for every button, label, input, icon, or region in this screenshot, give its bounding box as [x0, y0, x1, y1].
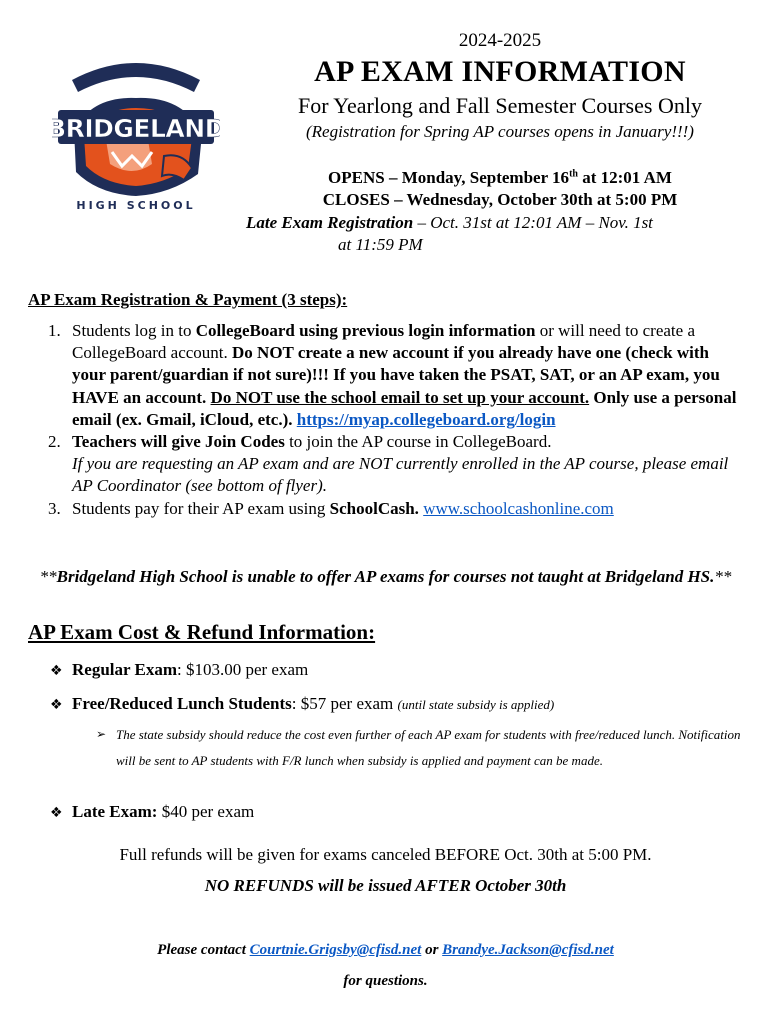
contact-prefix: Please contact [157, 942, 250, 958]
step-number: 1. [48, 321, 61, 340]
contact-suffix: for questions. [343, 973, 428, 989]
step2-join-codes: Teachers will give Join Codes [72, 432, 285, 452]
email-link-grigsby[interactable]: Courtnie.Grigsby@cfisd.net [249, 942, 422, 958]
subsidy-note [96, 722, 756, 773]
regular-exam-price: : $103.00 per exam [177, 660, 309, 679]
bear-mascot-icon [52, 52, 220, 214]
regular-exam-item [50, 660, 308, 680]
step-number: 3. [48, 498, 61, 518]
closes-date: CLOSES – Wednesday, October 30th at 5:00 PM [322, 190, 678, 209]
late-exam-label: Late Exam: [72, 802, 158, 821]
course-availability-note [28, 566, 743, 588]
late-exam-item [50, 802, 254, 822]
cost-heading: AP Exam Cost & Refund Information: [28, 620, 376, 644]
arrow-bullet-icon: ➢ [96, 727, 107, 741]
contact-or: or [421, 942, 443, 958]
step1-bold-login: CollegeBoard using previous login information [195, 321, 536, 340]
school-year: 2024-2025 [458, 30, 542, 51]
list-item [28, 498, 743, 520]
step1-text-2: or will need to create a CollegeBoard account. [72, 321, 695, 363]
page-title: AP EXAM INFORMATION [314, 55, 686, 88]
step2-note: If you are requesting an AP exam and are NOT currently enrolled in the AP course, please email AP Coordinator (see bottom of flyer). [72, 454, 729, 496]
late-registration [246, 212, 746, 256]
note-stars-close: ** [714, 567, 732, 586]
contact-line [28, 942, 743, 959]
diamond-bullet-icon: ❖ [50, 663, 63, 679]
email-link-jackson[interactable]: Brandye.Jackson@cfisd.net [442, 942, 614, 958]
logo-subtitle: HIGH SCHOOL [76, 199, 196, 212]
refund-policy: Full refunds will be given for exams canceled BEFORE Oct. 30th at 5:00 PM. [119, 845, 652, 864]
subsidy-text: The state subsidy should reduce the cost even further of each AP exam for students with free/reduced lunch. Notification will be sent to AP students with F/R lunch when subsidy is applied and payment can be made. [116, 727, 741, 768]
school-logo [52, 52, 220, 214]
note-text: Bridgeland High School is unable to offer AP exams for courses not taught at Bridgeland HS. [56, 567, 715, 586]
no-refund-notice: NO REFUNDS will be issued AFTER October 30th [204, 876, 567, 895]
list-item [28, 431, 743, 498]
step1-school-email-warning: Do NOT use the school email to set up your account. [210, 387, 590, 407]
step3-text: Students pay for their AP exam using [72, 498, 330, 518]
step-number: 2. [48, 432, 61, 452]
regular-exam-label: Regular Exam [72, 660, 177, 679]
frl-exam-note: (until state subsidy is applied) [397, 697, 555, 712]
step1-text: Students log in to [72, 321, 196, 340]
frl-exam-price: : $57 per exam [291, 694, 398, 713]
step1-warning: Do NOT create a new account if you already have one (check with your parent/guardian if not sure)!!! If you have taken the PSAT, SAT, or an AP exam, you HAVE an account. [72, 343, 720, 407]
opens-sup: th [569, 168, 578, 180]
late-registration-dates: – Oct. 31st at 12:01 AM – Nov. 1st [413, 213, 653, 232]
frl-exam-item [50, 694, 554, 714]
step1-personal-email: Only use a personal email (ex. Gmail, iCloud, etc.). [72, 387, 737, 429]
schoolcash-link[interactable]: www.schoolcashonline.com [423, 498, 614, 518]
step3-schoolcash: SchoolCash. [329, 498, 419, 518]
opens-prefix: OPENS – Monday, September 16 [328, 168, 570, 187]
spring-registration-note: (Registration for Spring AP courses opens in January!!!) [306, 122, 694, 141]
opens-date [250, 168, 750, 188]
collegeboard-login-link[interactable]: https://myap.collegeboard.org/login [296, 409, 556, 429]
late-exam-price: $40 per exam [157, 802, 255, 821]
registration-heading: AP Exam Registration & Payment (3 steps): [28, 290, 348, 309]
logo-arc-text: HOME OF THE BEARS [76, 54, 196, 78]
diamond-bullet-icon: ❖ [50, 805, 63, 821]
list-item [28, 320, 743, 431]
step2-text: to join the AP course in CollegeBoard. [284, 432, 552, 452]
registration-steps [28, 320, 743, 520]
late-registration-time: at 11:59 PM [338, 235, 423, 254]
page-subtitle: For Yearlong and Fall Semester Courses Only [298, 93, 702, 118]
logo-wordmark: BRIDGELAND [52, 114, 220, 143]
frl-exam-label: Free/Reduced Lunch Students [72, 694, 292, 713]
late-registration-label: Late Exam Registration [246, 213, 414, 232]
opens-suffix: at 12:01 AM [577, 168, 672, 187]
diamond-bullet-icon: ❖ [50, 697, 63, 713]
note-stars-open: ** [39, 567, 57, 586]
